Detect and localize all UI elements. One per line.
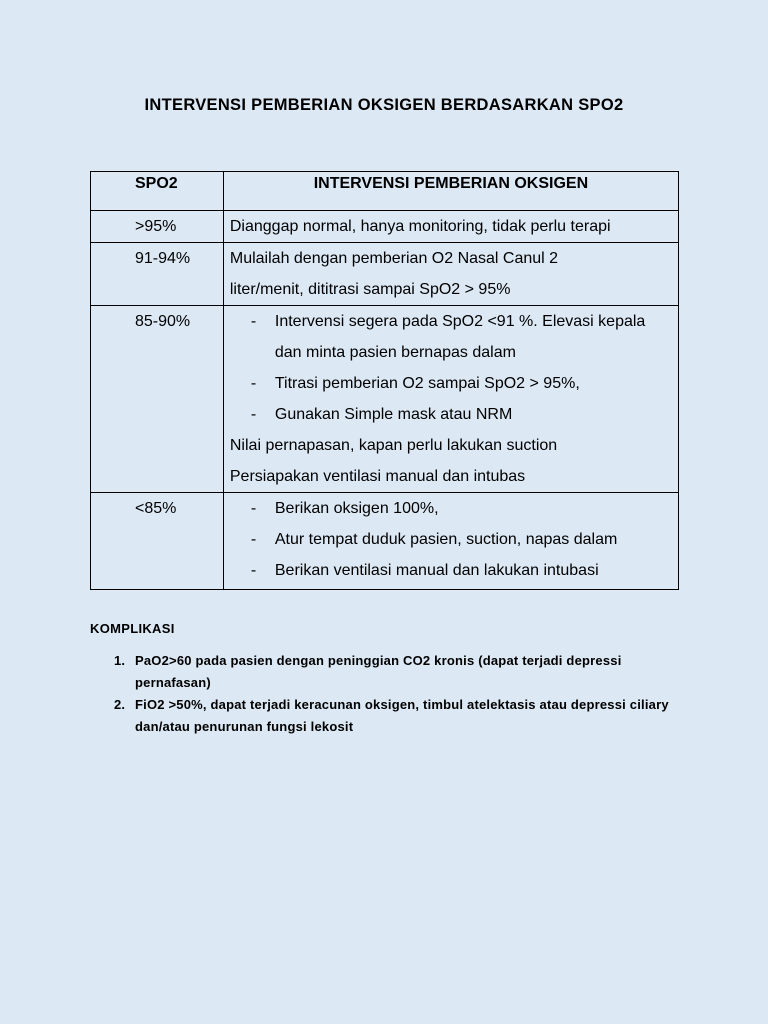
intervention-cell (223, 493, 678, 590)
spo2-value: <85% (91, 493, 224, 590)
spo2-value: 85-90% (91, 306, 224, 493)
intervention-cell (223, 243, 678, 306)
list-item (230, 368, 674, 399)
complications-heading: KOMPLIKASI (90, 621, 175, 636)
spo2-value: >95% (91, 211, 224, 243)
table-row (91, 211, 679, 243)
table-row (91, 243, 679, 306)
column-header-spo2: SPO2 (91, 172, 224, 211)
list-item (90, 694, 670, 738)
page-title: INTERVENSI PEMBERIAN OKSIGEN BERDASARKAN SPO2 (144, 96, 624, 114)
bullet-dash: - (250, 406, 257, 423)
spo2-intervention-table (90, 171, 679, 590)
bullet-text: Berikan oksigen 100%, (274, 500, 439, 517)
intervention-text: Persiapakan ventilasi manual dan intubas (229, 468, 526, 485)
table-row (91, 493, 679, 590)
table-row (91, 306, 679, 493)
list-item (230, 399, 674, 430)
list-item (230, 493, 674, 524)
intervention-text: Dianggap normal, hanya monitoring, tidak perlu terapi (229, 218, 611, 235)
intervention-text: liter/menit, dititrasi sampai SpO2 > 95% (229, 281, 511, 298)
bullet-dash: - (250, 313, 257, 330)
intervention-cell (223, 306, 678, 493)
bullet-dash: - (250, 375, 257, 392)
spo2-value: 91-94% (91, 243, 224, 306)
intervention-cell (223, 211, 678, 243)
bullet-dash: - (250, 500, 257, 517)
bullet-text: Berikan ventilasi manual dan lakukan intubasi (274, 562, 599, 579)
bullet-dash: - (250, 562, 257, 579)
list-item (230, 306, 674, 368)
list-item (230, 524, 674, 555)
bullet-text: Intervensi segera pada SpO2 <91 %. Elevasi kepala dan minta pasien bernapas dalam (274, 313, 646, 361)
table-header-row (91, 172, 679, 211)
bullet-text: Atur tempat duduk pasien, suction, napas dalam (274, 531, 618, 548)
bullet-text: Gunakan Simple mask atau NRM (274, 406, 513, 423)
list-number: 2. (114, 697, 126, 712)
list-number: 1. (114, 653, 126, 668)
complication-text: PaO2>60 pada pasien dengan peninggian CO2 kronis (dapat terjadi depressi pernafasan) (135, 653, 622, 690)
complication-text: FiO2 >50%, dapat terjadi keracunan oksigen, timbul atelektasis atau depressi ciliary dan/atau penurunan fungsi lekosit (135, 697, 669, 734)
list-item (90, 650, 670, 694)
bullet-text: Titrasi pemberian O2 sampai SpO2 > 95%, (274, 375, 580, 392)
intervention-text: Nilai pernapasan, kapan perlu lakukan suction (229, 437, 558, 454)
intervention-bullet-list (230, 493, 674, 586)
intervention-text: Mulailah dengan pemberian O2 Nasal Canul 2 (229, 250, 559, 267)
intervention-bullet-list (230, 306, 674, 430)
column-header-intervention: INTERVENSI PEMBERIAN OKSIGEN (223, 172, 678, 211)
bullet-dash: - (250, 531, 257, 548)
list-item (230, 555, 674, 586)
complications-list (90, 650, 670, 738)
